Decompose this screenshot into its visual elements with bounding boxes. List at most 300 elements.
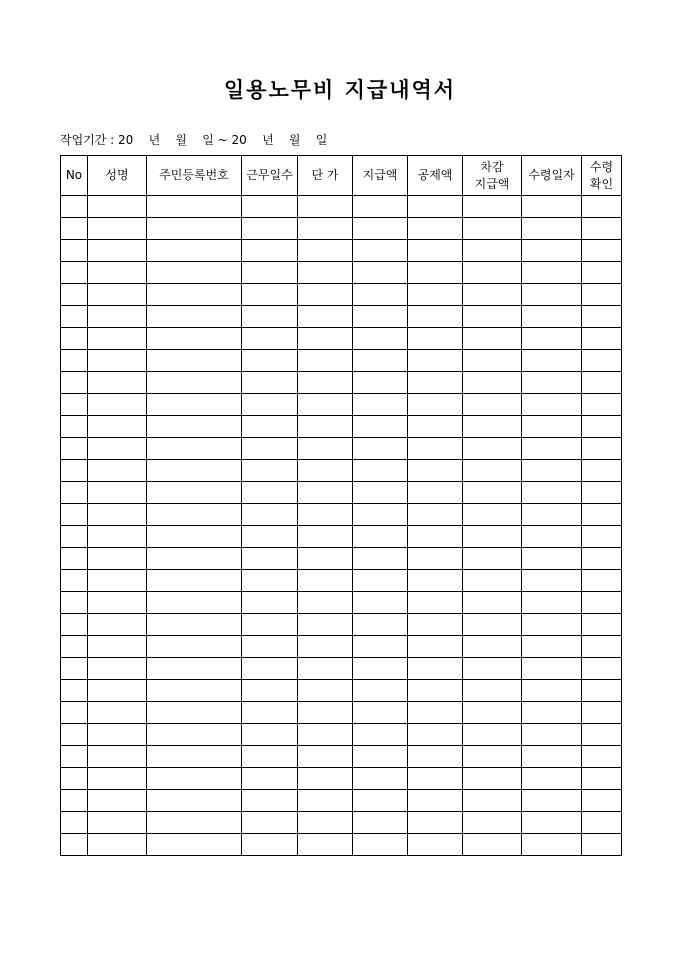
cell-receipt-confirm[interactable] (582, 240, 622, 262)
cell-receipt-confirm[interactable] (582, 592, 622, 614)
cell-receipt-confirm[interactable] (582, 196, 622, 218)
cell-resident-number[interactable] (147, 570, 242, 592)
cell-deduction-amount[interactable] (408, 812, 463, 834)
cell-receipt-date[interactable] (522, 328, 582, 350)
cell-deduction-amount[interactable] (408, 438, 463, 460)
cell-name[interactable] (88, 768, 147, 790)
cell-name[interactable] (88, 834, 147, 856)
cell-resident-number[interactable] (147, 416, 242, 438)
cell-name[interactable] (88, 350, 147, 372)
cell-payment-amount[interactable] (353, 196, 408, 218)
cell-unit-price[interactable] (298, 460, 353, 482)
cell-payment-amount[interactable] (353, 328, 408, 350)
cell-name[interactable] (88, 658, 147, 680)
cell-name[interactable] (88, 790, 147, 812)
cell-receipt-confirm[interactable] (582, 350, 622, 372)
cell-payment-amount[interactable] (353, 834, 408, 856)
cell-unit-price[interactable] (298, 636, 353, 658)
cell-work-days[interactable] (242, 438, 298, 460)
cell-receipt-confirm[interactable] (582, 328, 622, 350)
cell-resident-number[interactable] (147, 306, 242, 328)
cell-receipt-date[interactable] (522, 790, 582, 812)
cell-net-payment[interactable] (463, 570, 522, 592)
cell-work-days[interactable] (242, 570, 298, 592)
cell-deduction-amount[interactable] (408, 636, 463, 658)
cell-resident-number[interactable] (147, 526, 242, 548)
cell-no[interactable] (61, 724, 88, 746)
cell-no[interactable] (61, 702, 88, 724)
cell-resident-number[interactable] (147, 196, 242, 218)
cell-net-payment[interactable] (463, 790, 522, 812)
cell-unit-price[interactable] (298, 218, 353, 240)
cell-deduction-amount[interactable] (408, 768, 463, 790)
cell-name[interactable] (88, 570, 147, 592)
cell-name[interactable] (88, 482, 147, 504)
cell-resident-number[interactable] (147, 262, 242, 284)
cell-receipt-date[interactable] (522, 394, 582, 416)
cell-no[interactable] (61, 790, 88, 812)
cell-payment-amount[interactable] (353, 372, 408, 394)
cell-no[interactable] (61, 372, 88, 394)
cell-unit-price[interactable] (298, 262, 353, 284)
cell-no[interactable] (61, 504, 88, 526)
cell-receipt-date[interactable] (522, 768, 582, 790)
cell-payment-amount[interactable] (353, 262, 408, 284)
cell-net-payment[interactable] (463, 350, 522, 372)
cell-receipt-date[interactable] (522, 416, 582, 438)
cell-deduction-amount[interactable] (408, 262, 463, 284)
cell-name[interactable] (88, 636, 147, 658)
cell-work-days[interactable] (242, 350, 298, 372)
cell-no[interactable] (61, 548, 88, 570)
cell-receipt-confirm[interactable] (582, 746, 622, 768)
cell-unit-price[interactable] (298, 350, 353, 372)
cell-payment-amount[interactable] (353, 504, 408, 526)
cell-name[interactable] (88, 218, 147, 240)
cell-receipt-date[interactable] (522, 482, 582, 504)
cell-receipt-confirm[interactable] (582, 438, 622, 460)
cell-receipt-date[interactable] (522, 570, 582, 592)
cell-name[interactable] (88, 680, 147, 702)
cell-no[interactable] (61, 680, 88, 702)
cell-deduction-amount[interactable] (408, 460, 463, 482)
cell-no[interactable] (61, 218, 88, 240)
cell-unit-price[interactable] (298, 526, 353, 548)
cell-deduction-amount[interactable] (408, 724, 463, 746)
cell-receipt-confirm[interactable] (582, 768, 622, 790)
cell-work-days[interactable] (242, 746, 298, 768)
cell-receipt-confirm[interactable] (582, 306, 622, 328)
cell-payment-amount[interactable] (353, 394, 408, 416)
cell-resident-number[interactable] (147, 460, 242, 482)
cell-work-days[interactable] (242, 504, 298, 526)
cell-resident-number[interactable] (147, 614, 242, 636)
cell-net-payment[interactable] (463, 548, 522, 570)
cell-payment-amount[interactable] (353, 548, 408, 570)
cell-net-payment[interactable] (463, 460, 522, 482)
cell-resident-number[interactable] (147, 394, 242, 416)
cell-name[interactable] (88, 306, 147, 328)
cell-payment-amount[interactable] (353, 240, 408, 262)
cell-receipt-date[interactable] (522, 614, 582, 636)
cell-receipt-date[interactable] (522, 724, 582, 746)
cell-net-payment[interactable] (463, 724, 522, 746)
cell-no[interactable] (61, 768, 88, 790)
cell-payment-amount[interactable] (353, 680, 408, 702)
cell-no[interactable] (61, 196, 88, 218)
cell-payment-amount[interactable] (353, 658, 408, 680)
cell-resident-number[interactable] (147, 768, 242, 790)
cell-name[interactable] (88, 504, 147, 526)
cell-net-payment[interactable] (463, 680, 522, 702)
cell-receipt-date[interactable] (522, 306, 582, 328)
cell-resident-number[interactable] (147, 746, 242, 768)
cell-no[interactable] (61, 570, 88, 592)
cell-no[interactable] (61, 636, 88, 658)
cell-receipt-confirm[interactable] (582, 702, 622, 724)
cell-net-payment[interactable] (463, 196, 522, 218)
cell-net-payment[interactable] (463, 768, 522, 790)
cell-unit-price[interactable] (298, 328, 353, 350)
cell-deduction-amount[interactable] (408, 372, 463, 394)
cell-receipt-date[interactable] (522, 658, 582, 680)
cell-receipt-confirm[interactable] (582, 636, 622, 658)
cell-name[interactable] (88, 372, 147, 394)
cell-no[interactable] (61, 262, 88, 284)
cell-name[interactable] (88, 724, 147, 746)
cell-net-payment[interactable] (463, 526, 522, 548)
cell-receipt-confirm[interactable] (582, 416, 622, 438)
cell-resident-number[interactable] (147, 658, 242, 680)
cell-resident-number[interactable] (147, 724, 242, 746)
cell-receipt-date[interactable] (522, 350, 582, 372)
cell-unit-price[interactable] (298, 482, 353, 504)
cell-deduction-amount[interactable] (408, 526, 463, 548)
cell-work-days[interactable] (242, 636, 298, 658)
cell-net-payment[interactable] (463, 614, 522, 636)
cell-no[interactable] (61, 284, 88, 306)
cell-receipt-confirm[interactable] (582, 570, 622, 592)
cell-no[interactable] (61, 240, 88, 262)
cell-unit-price[interactable] (298, 284, 353, 306)
cell-payment-amount[interactable] (353, 284, 408, 306)
cell-net-payment[interactable] (463, 834, 522, 856)
cell-deduction-amount[interactable] (408, 218, 463, 240)
cell-net-payment[interactable] (463, 504, 522, 526)
cell-deduction-amount[interactable] (408, 570, 463, 592)
cell-payment-amount[interactable] (353, 350, 408, 372)
cell-name[interactable] (88, 460, 147, 482)
cell-unit-price[interactable] (298, 416, 353, 438)
cell-no[interactable] (61, 438, 88, 460)
cell-no[interactable] (61, 526, 88, 548)
cell-unit-price[interactable] (298, 790, 353, 812)
cell-no[interactable] (61, 350, 88, 372)
cell-resident-number[interactable] (147, 548, 242, 570)
cell-receipt-confirm[interactable] (582, 526, 622, 548)
cell-resident-number[interactable] (147, 636, 242, 658)
cell-name[interactable] (88, 196, 147, 218)
cell-unit-price[interactable] (298, 504, 353, 526)
cell-unit-price[interactable] (298, 592, 353, 614)
cell-deduction-amount[interactable] (408, 548, 463, 570)
cell-deduction-amount[interactable] (408, 350, 463, 372)
cell-receipt-date[interactable] (522, 240, 582, 262)
cell-deduction-amount[interactable] (408, 196, 463, 218)
cell-work-days[interactable] (242, 790, 298, 812)
cell-name[interactable] (88, 416, 147, 438)
cell-receipt-date[interactable] (522, 284, 582, 306)
cell-receipt-date[interactable] (522, 460, 582, 482)
cell-deduction-amount[interactable] (408, 614, 463, 636)
cell-payment-amount[interactable] (353, 460, 408, 482)
cell-unit-price[interactable] (298, 724, 353, 746)
cell-no[interactable] (61, 482, 88, 504)
cell-work-days[interactable] (242, 262, 298, 284)
cell-name[interactable] (88, 614, 147, 636)
cell-receipt-confirm[interactable] (582, 548, 622, 570)
cell-payment-amount[interactable] (353, 482, 408, 504)
cell-deduction-amount[interactable] (408, 658, 463, 680)
cell-unit-price[interactable] (298, 548, 353, 570)
cell-net-payment[interactable] (463, 482, 522, 504)
cell-net-payment[interactable] (463, 416, 522, 438)
cell-payment-amount[interactable] (353, 526, 408, 548)
cell-no[interactable] (61, 460, 88, 482)
cell-work-days[interactable] (242, 394, 298, 416)
cell-name[interactable] (88, 812, 147, 834)
cell-no[interactable] (61, 746, 88, 768)
cell-payment-amount[interactable] (353, 636, 408, 658)
cell-unit-price[interactable] (298, 306, 353, 328)
cell-deduction-amount[interactable] (408, 240, 463, 262)
cell-net-payment[interactable] (463, 812, 522, 834)
cell-no[interactable] (61, 592, 88, 614)
cell-work-days[interactable] (242, 658, 298, 680)
cell-no[interactable] (61, 416, 88, 438)
cell-unit-price[interactable] (298, 196, 353, 218)
cell-payment-amount[interactable] (353, 218, 408, 240)
cell-resident-number[interactable] (147, 350, 242, 372)
cell-unit-price[interactable] (298, 812, 353, 834)
cell-unit-price[interactable] (298, 834, 353, 856)
cell-receipt-confirm[interactable] (582, 394, 622, 416)
cell-net-payment[interactable] (463, 592, 522, 614)
cell-resident-number[interactable] (147, 680, 242, 702)
cell-unit-price[interactable] (298, 768, 353, 790)
cell-deduction-amount[interactable] (408, 790, 463, 812)
cell-payment-amount[interactable] (353, 416, 408, 438)
cell-deduction-amount[interactable] (408, 592, 463, 614)
cell-net-payment[interactable] (463, 746, 522, 768)
cell-net-payment[interactable] (463, 284, 522, 306)
cell-name[interactable] (88, 592, 147, 614)
cell-net-payment[interactable] (463, 658, 522, 680)
cell-no[interactable] (61, 394, 88, 416)
cell-name[interactable] (88, 284, 147, 306)
cell-receipt-date[interactable] (522, 526, 582, 548)
cell-receipt-date[interactable] (522, 372, 582, 394)
cell-receipt-date[interactable] (522, 680, 582, 702)
cell-work-days[interactable] (242, 372, 298, 394)
cell-unit-price[interactable] (298, 570, 353, 592)
cell-receipt-confirm[interactable] (582, 658, 622, 680)
cell-deduction-amount[interactable] (408, 416, 463, 438)
cell-receipt-date[interactable] (522, 746, 582, 768)
cell-work-days[interactable] (242, 284, 298, 306)
cell-receipt-confirm[interactable] (582, 284, 622, 306)
cell-work-days[interactable] (242, 614, 298, 636)
cell-receipt-date[interactable] (522, 196, 582, 218)
cell-name[interactable] (88, 394, 147, 416)
cell-receipt-date[interactable] (522, 548, 582, 570)
cell-net-payment[interactable] (463, 262, 522, 284)
cell-receipt-confirm[interactable] (582, 460, 622, 482)
cell-resident-number[interactable] (147, 240, 242, 262)
cell-payment-amount[interactable] (353, 768, 408, 790)
cell-deduction-amount[interactable] (408, 394, 463, 416)
cell-net-payment[interactable] (463, 636, 522, 658)
cell-net-payment[interactable] (463, 702, 522, 724)
cell-deduction-amount[interactable] (408, 328, 463, 350)
cell-work-days[interactable] (242, 460, 298, 482)
cell-work-days[interactable] (242, 416, 298, 438)
cell-resident-number[interactable] (147, 438, 242, 460)
cell-work-days[interactable] (242, 592, 298, 614)
cell-unit-price[interactable] (298, 702, 353, 724)
cell-receipt-date[interactable] (522, 636, 582, 658)
cell-receipt-confirm[interactable] (582, 262, 622, 284)
cell-no[interactable] (61, 614, 88, 636)
cell-payment-amount[interactable] (353, 614, 408, 636)
cell-work-days[interactable] (242, 702, 298, 724)
cell-no[interactable] (61, 658, 88, 680)
cell-unit-price[interactable] (298, 746, 353, 768)
cell-receipt-date[interactable] (522, 262, 582, 284)
cell-payment-amount[interactable] (353, 724, 408, 746)
cell-no[interactable] (61, 812, 88, 834)
cell-work-days[interactable] (242, 196, 298, 218)
cell-receipt-confirm[interactable] (582, 834, 622, 856)
cell-receipt-confirm[interactable] (582, 218, 622, 240)
cell-no[interactable] (61, 328, 88, 350)
cell-work-days[interactable] (242, 240, 298, 262)
cell-work-days[interactable] (242, 834, 298, 856)
cell-work-days[interactable] (242, 548, 298, 570)
cell-resident-number[interactable] (147, 328, 242, 350)
cell-receipt-date[interactable] (522, 834, 582, 856)
cell-receipt-confirm[interactable] (582, 372, 622, 394)
cell-deduction-amount[interactable] (408, 680, 463, 702)
cell-name[interactable] (88, 746, 147, 768)
cell-resident-number[interactable] (147, 834, 242, 856)
cell-receipt-confirm[interactable] (582, 504, 622, 526)
cell-receipt-date[interactable] (522, 504, 582, 526)
cell-resident-number[interactable] (147, 504, 242, 526)
cell-net-payment[interactable] (463, 306, 522, 328)
cell-receipt-date[interactable] (522, 438, 582, 460)
cell-unit-price[interactable] (298, 614, 353, 636)
cell-name[interactable] (88, 240, 147, 262)
cell-deduction-amount[interactable] (408, 746, 463, 768)
cell-name[interactable] (88, 328, 147, 350)
cell-receipt-date[interactable] (522, 702, 582, 724)
cell-unit-price[interactable] (298, 680, 353, 702)
cell-resident-number[interactable] (147, 218, 242, 240)
cell-payment-amount[interactable] (353, 702, 408, 724)
cell-deduction-amount[interactable] (408, 834, 463, 856)
cell-work-days[interactable] (242, 328, 298, 350)
cell-receipt-confirm[interactable] (582, 614, 622, 636)
cell-resident-number[interactable] (147, 372, 242, 394)
cell-receipt-date[interactable] (522, 812, 582, 834)
cell-work-days[interactable] (242, 768, 298, 790)
cell-payment-amount[interactable] (353, 570, 408, 592)
cell-work-days[interactable] (242, 526, 298, 548)
cell-payment-amount[interactable] (353, 790, 408, 812)
cell-work-days[interactable] (242, 218, 298, 240)
cell-deduction-amount[interactable] (408, 482, 463, 504)
cell-work-days[interactable] (242, 680, 298, 702)
cell-name[interactable] (88, 702, 147, 724)
cell-work-days[interactable] (242, 812, 298, 834)
cell-resident-number[interactable] (147, 790, 242, 812)
cell-resident-number[interactable] (147, 812, 242, 834)
cell-receipt-date[interactable] (522, 592, 582, 614)
cell-name[interactable] (88, 262, 147, 284)
cell-unit-price[interactable] (298, 658, 353, 680)
cell-payment-amount[interactable] (353, 746, 408, 768)
cell-net-payment[interactable] (463, 372, 522, 394)
cell-net-payment[interactable] (463, 218, 522, 240)
cell-deduction-amount[interactable] (408, 702, 463, 724)
cell-receipt-confirm[interactable] (582, 724, 622, 746)
cell-net-payment[interactable] (463, 328, 522, 350)
cell-receipt-confirm[interactable] (582, 812, 622, 834)
cell-deduction-amount[interactable] (408, 306, 463, 328)
cell-deduction-amount[interactable] (408, 284, 463, 306)
cell-unit-price[interactable] (298, 372, 353, 394)
cell-name[interactable] (88, 548, 147, 570)
cell-no[interactable] (61, 306, 88, 328)
cell-receipt-confirm[interactable] (582, 680, 622, 702)
cell-work-days[interactable] (242, 482, 298, 504)
cell-work-days[interactable] (242, 306, 298, 328)
cell-net-payment[interactable] (463, 394, 522, 416)
cell-resident-number[interactable] (147, 482, 242, 504)
cell-payment-amount[interactable] (353, 592, 408, 614)
cell-resident-number[interactable] (147, 284, 242, 306)
cell-net-payment[interactable] (463, 438, 522, 460)
cell-net-payment[interactable] (463, 240, 522, 262)
cell-unit-price[interactable] (298, 394, 353, 416)
cell-unit-price[interactable] (298, 438, 353, 460)
cell-payment-amount[interactable] (353, 812, 408, 834)
cell-payment-amount[interactable] (353, 438, 408, 460)
cell-receipt-confirm[interactable] (582, 482, 622, 504)
cell-receipt-date[interactable] (522, 218, 582, 240)
cell-unit-price[interactable] (298, 240, 353, 262)
cell-name[interactable] (88, 438, 147, 460)
cell-payment-amount[interactable] (353, 306, 408, 328)
cell-resident-number[interactable] (147, 592, 242, 614)
cell-work-days[interactable] (242, 724, 298, 746)
cell-receipt-confirm[interactable] (582, 790, 622, 812)
cell-name[interactable] (88, 526, 147, 548)
cell-resident-number[interactable] (147, 702, 242, 724)
cell-no[interactable] (61, 834, 88, 856)
cell-deduction-amount[interactable] (408, 504, 463, 526)
